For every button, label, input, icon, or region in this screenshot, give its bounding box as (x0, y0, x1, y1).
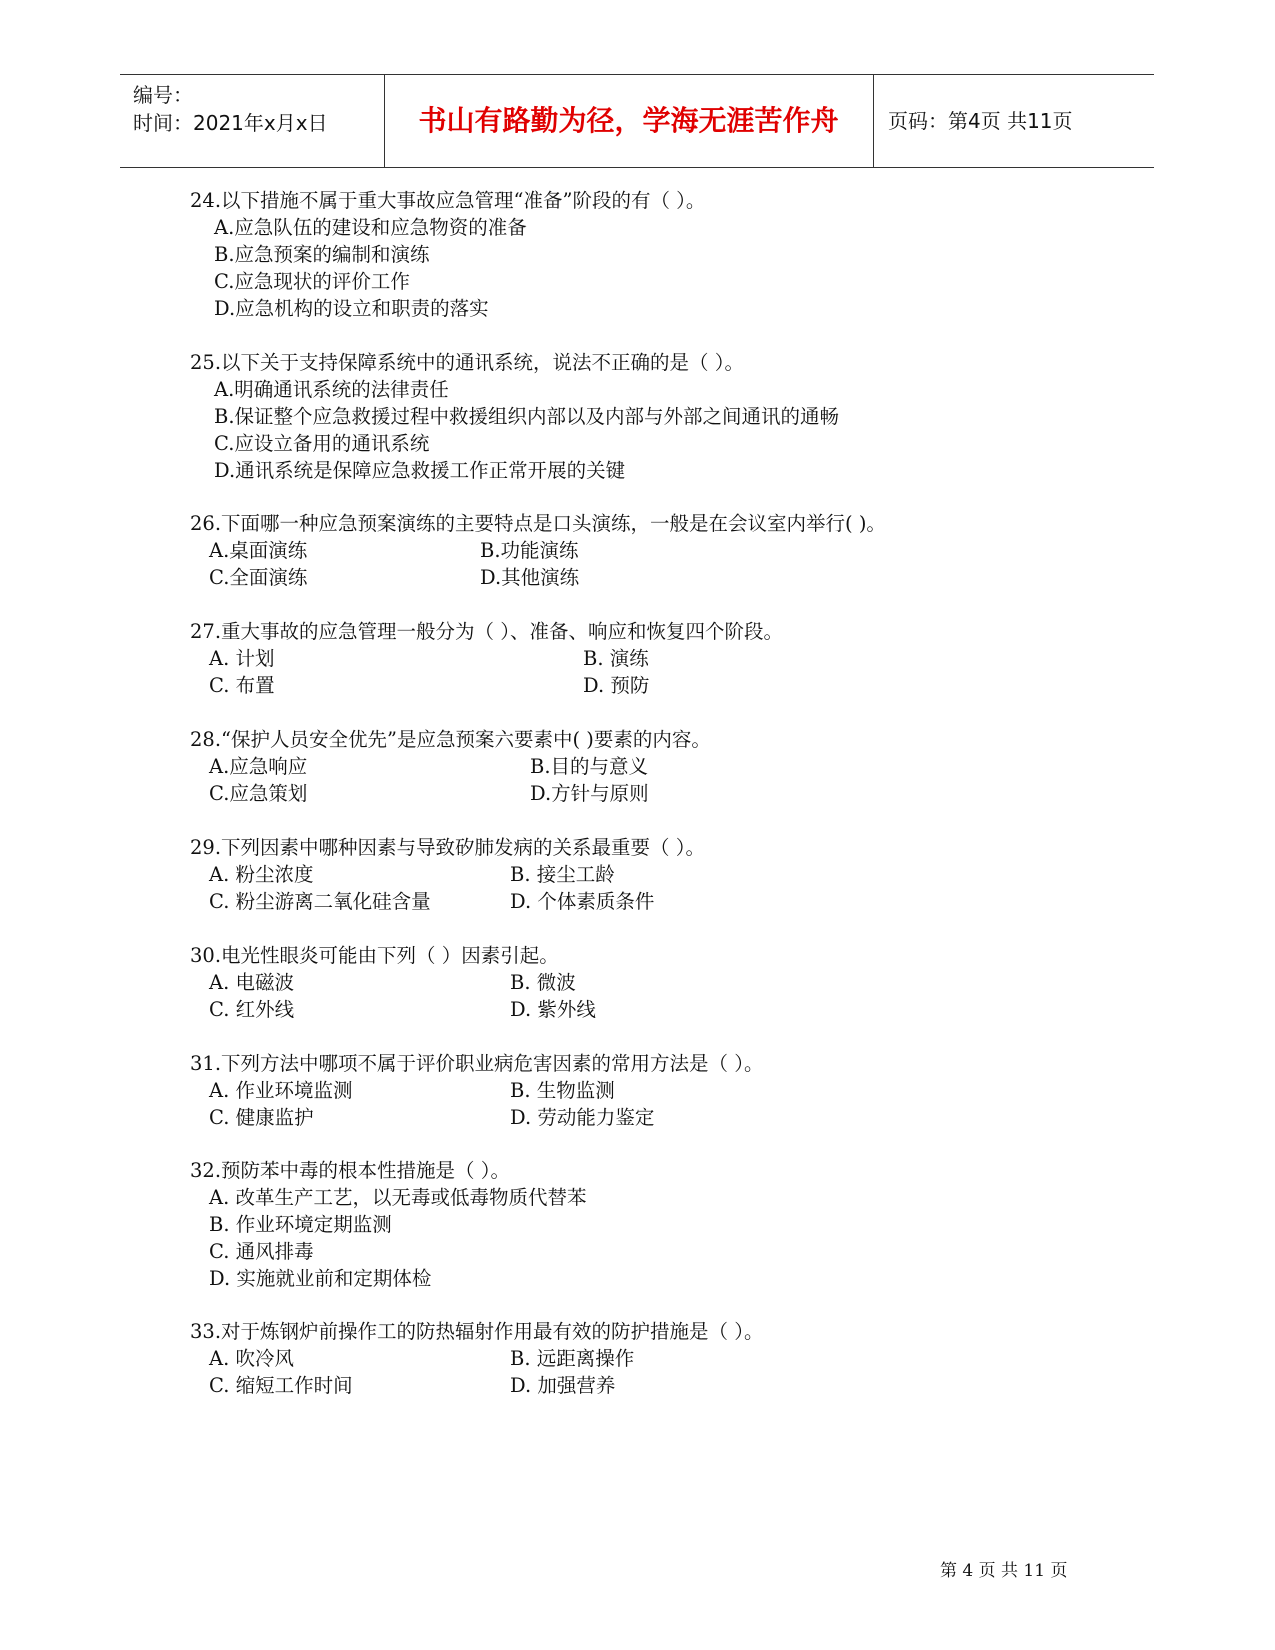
option: B.保证整个应急救援过程中救援组织内部以及内部与外部之间通讯的通畅 (214, 405, 840, 428)
option: B. 生物监测 (510, 1079, 615, 1102)
option: D.方针与原则 (530, 782, 649, 805)
option: C. 红外线 (209, 998, 295, 1021)
question-stem: 24.以下措施不属于重大事故应急管理“准备”阶段的有（ ）。 (190, 189, 706, 212)
option: D. 个体素质条件 (510, 890, 655, 913)
option: B. 远距离操作 (510, 1347, 635, 1370)
option: A.桌面演练 (209, 539, 308, 562)
option: A. 作业环境监测 (209, 1079, 353, 1102)
document-number-label: 编号： (133, 83, 193, 107)
page-header (120, 74, 1154, 168)
option: A. 粉尘浓度 (209, 863, 314, 886)
option: D.通讯系统是保障应急救援工作正常开展的关键 (214, 459, 626, 482)
option: B.功能演练 (480, 539, 579, 562)
option: C. 通风排毒 (209, 1240, 314, 1263)
option: D.应急机构的设立和职责的落实 (214, 297, 489, 320)
question-stem: 30.电光性眼炎可能由下列（ ）因素引起。 (190, 944, 559, 967)
option: D. 紫外线 (510, 998, 596, 1021)
option: A. 改革生产工艺，以无毒或低毒物质代替苯 (209, 1186, 587, 1209)
option: C.全面演练 (209, 566, 308, 589)
option: D. 劳动能力鉴定 (510, 1106, 655, 1129)
option: C. 布置 (209, 674, 275, 697)
document-time-label: 时间：2021年x月x日 (133, 111, 328, 135)
option: D.其他演练 (480, 566, 580, 589)
page-footer-number: 第 4 页 共 11 页 (940, 1561, 1068, 1581)
option: A.应急队伍的建设和应急物资的准备 (214, 216, 527, 239)
question-stem: 33.对于炼钢炉前操作工的防热辐射作用最有效的防护措施是（ ）。 (190, 1320, 764, 1343)
option: D. 实施就业前和定期体检 (209, 1267, 432, 1290)
option: A. 吹冷风 (209, 1347, 294, 1370)
option: B.应急预案的编制和演练 (214, 243, 430, 266)
question-stem: 27.重大事故的应急管理一般分为（ ）、准备、响应和恢复四个阶段。 (190, 620, 783, 643)
option: B.目的与意义 (530, 755, 649, 778)
question-stem: 28.“保护人员安全优先”是应急预案六要素中( )要素的内容。 (190, 728, 711, 751)
option: B. 微波 (510, 971, 576, 994)
option: C. 缩短工作时间 (209, 1374, 353, 1397)
option: C.应急现状的评价工作 (214, 270, 410, 293)
option: C. 粉尘游离二氧化硅含量 (209, 890, 431, 913)
header-divider (873, 75, 874, 167)
option: C. 健康监护 (209, 1106, 314, 1129)
option: C.应急策划 (209, 782, 308, 805)
option: A. 电磁波 (209, 971, 294, 994)
question-stem: 29.下列因素中哪种因素与导致矽肺发病的关系最重要（ ）。 (190, 836, 705, 859)
option: B. 接尘工龄 (510, 863, 615, 886)
option: A.明确通讯系统的法律责任 (214, 378, 449, 401)
option: D. 加强营养 (510, 1374, 616, 1397)
header-motto: 书山有路勤为径，学海无涯苦作舟 (418, 104, 839, 137)
question-stem: 32.预防苯中毒的根本性措施是（ ）。 (190, 1159, 510, 1182)
option: D. 预防 (583, 674, 650, 697)
option: B. 作业环境定期监测 (209, 1213, 392, 1236)
question-stem: 31.下列方法中哪项不属于评价职业病危害因素的常用方法是（ ）。 (190, 1052, 764, 1075)
option: C.应设立备用的通讯系统 (214, 432, 430, 455)
question-stem: 26.下面哪一种应急预案演练的主要特点是口头演练，一般是在会议室内举行( )。 (190, 512, 886, 535)
question-stem: 25.以下关于支持保障系统中的通讯系统，说法不正确的是（ ）。 (190, 351, 744, 374)
option: B. 演练 (583, 647, 649, 670)
header-page-info: 页码：第4页 共11页 (888, 109, 1073, 133)
option: A. 计划 (209, 647, 275, 670)
option: A.应急响应 (209, 755, 308, 778)
